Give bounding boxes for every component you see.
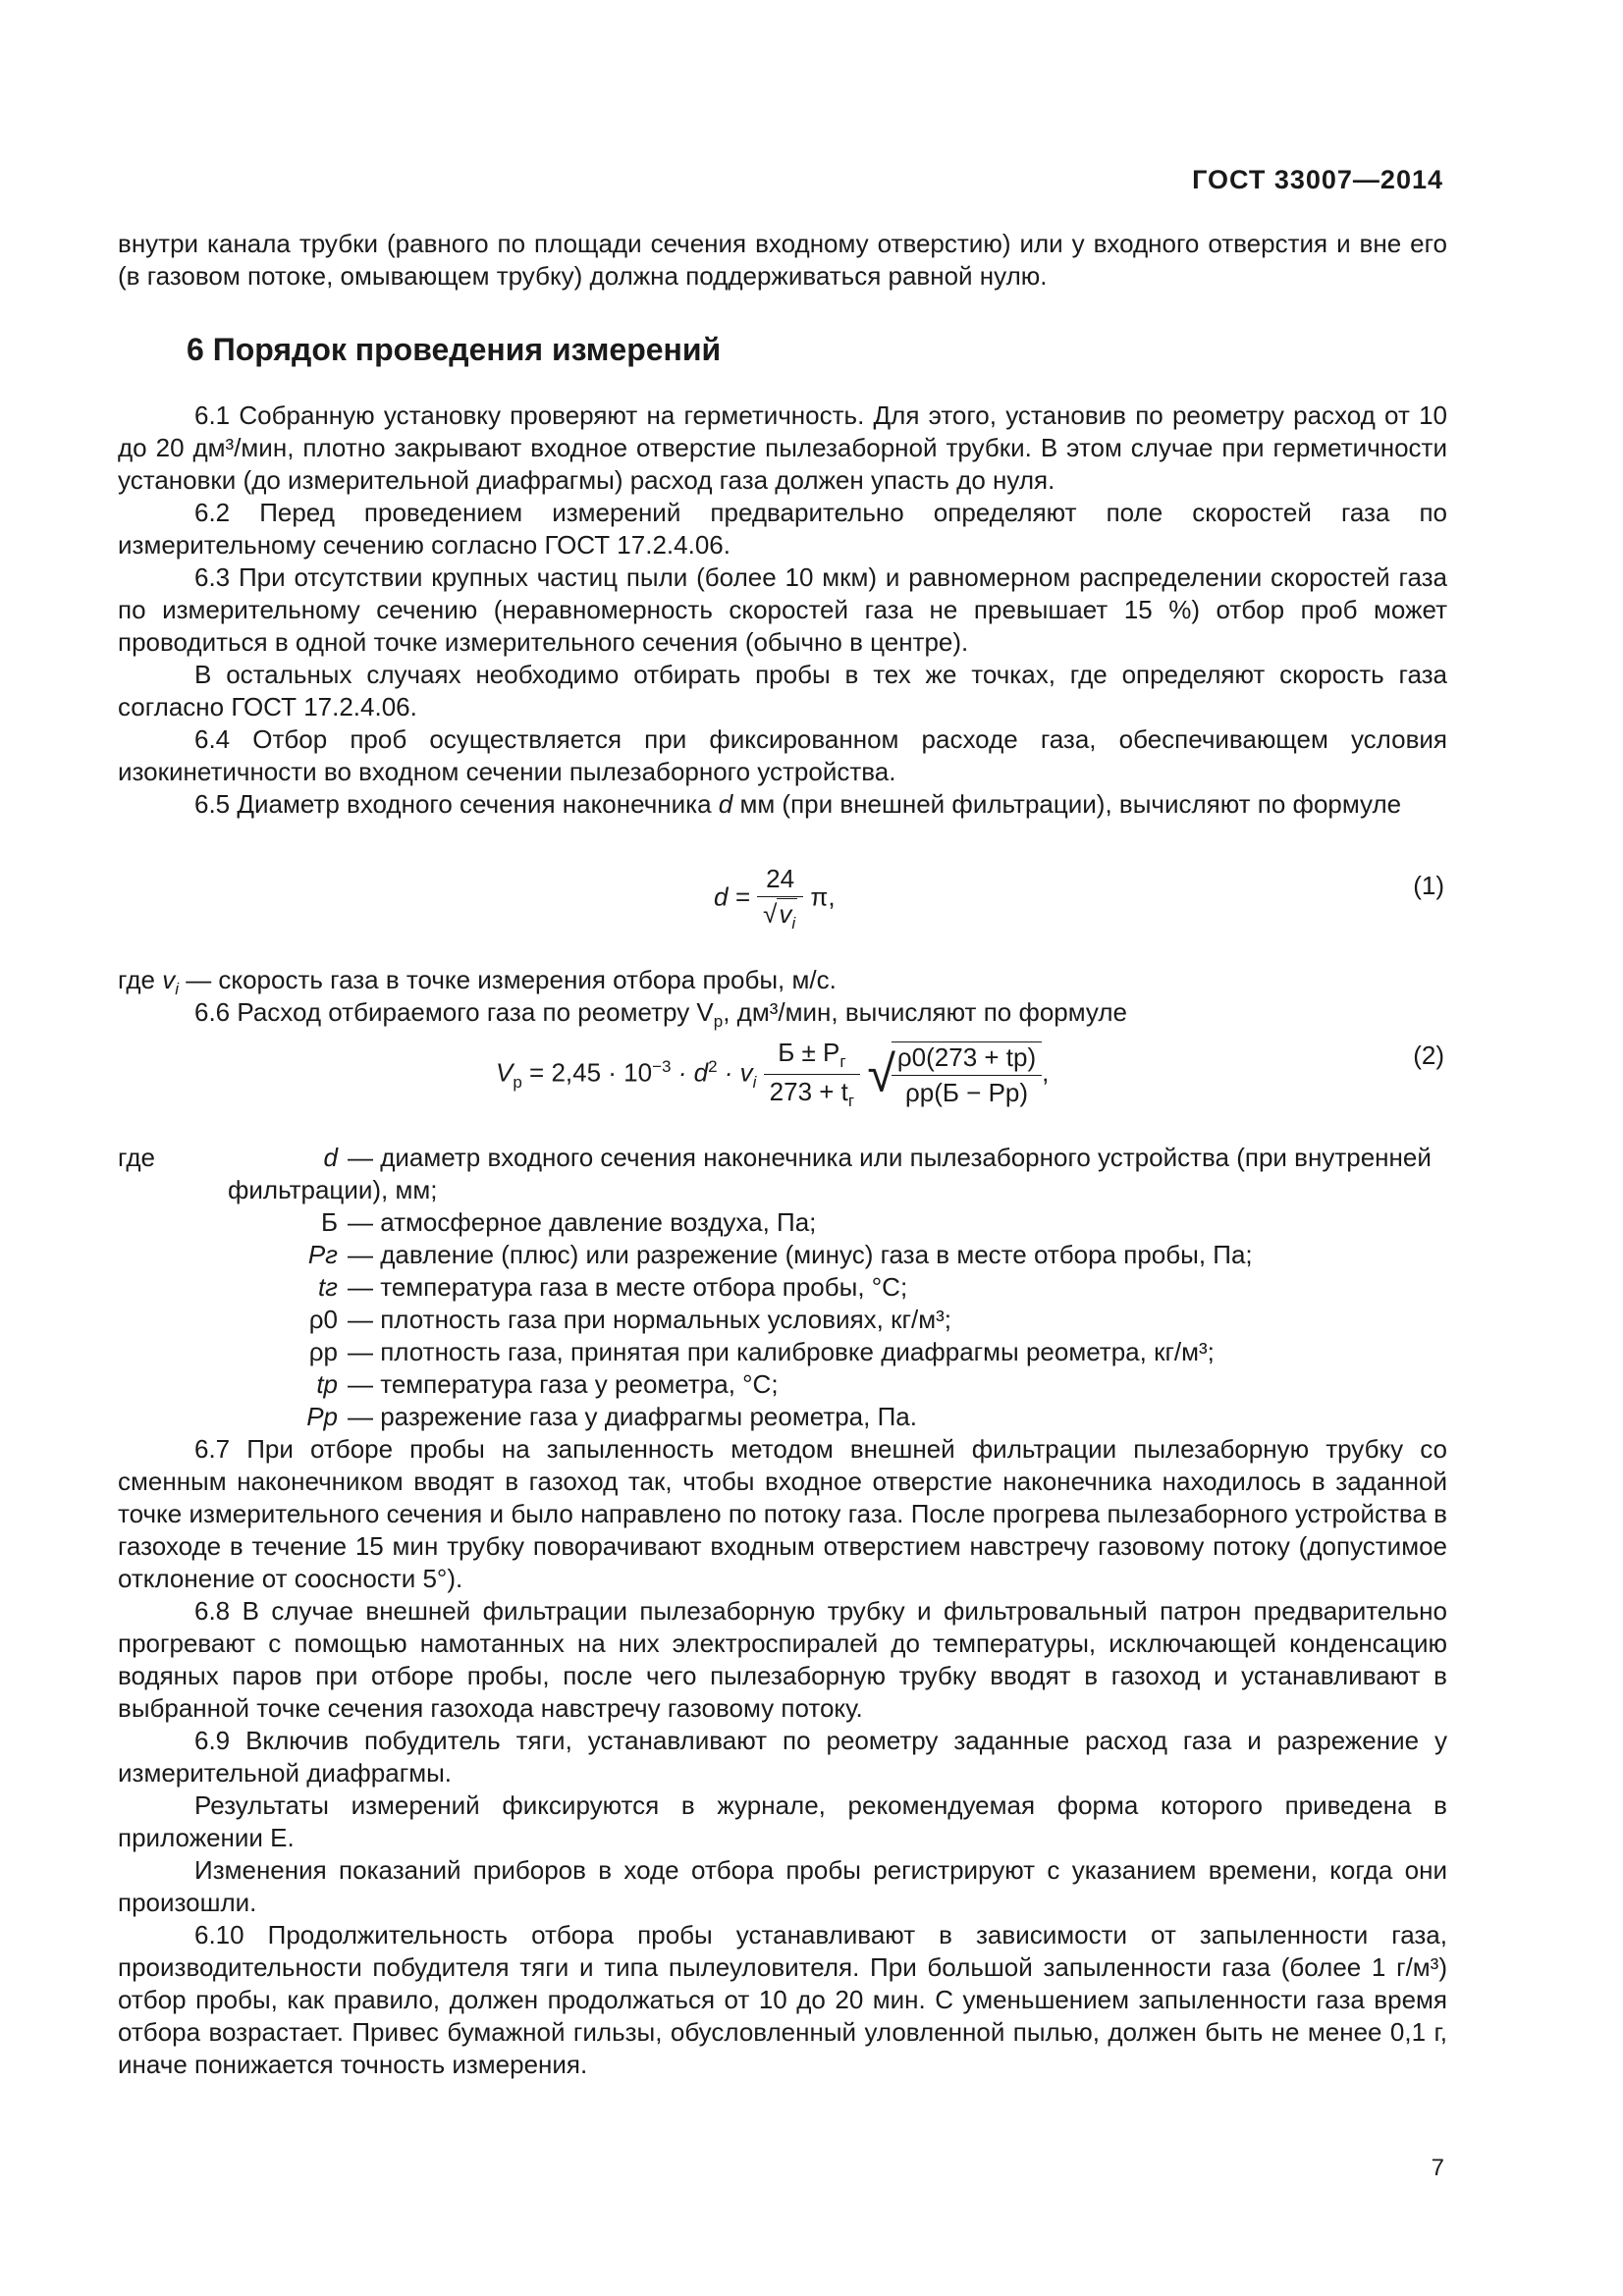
formula-1 (714, 864, 836, 934)
formula-1-lhs: d = (714, 881, 750, 912)
definition-row: tр — температура газа у реометра, °С; (316, 1369, 779, 1399)
intro-paragraph (118, 228, 1447, 293)
paragraph-6-10: 6.10 Продолжительность отбора пробы устанавливают в зависимости от запыленности газа, производительности побудителя тяги и типа пылеуловителя. При большой запыленности газа (более 1 г/м³) отбор пробы, как правило, должен продолжаться от 10 до 20 мин. С уменьшением запыленности газа время отбора возрастает. Привес бумажной гильзы, обусловленный уловленной пылью, должен быть не менее 0,1 г, иначе понижается точность измерения. (118, 1920, 1447, 2079)
equation-number-1: (1) (1413, 871, 1444, 900)
paragraph-6-9: 6.9 Включив побудитель тяги, устанавливают по реометру заданные расход газа и разрежение у измерительной диафрагмы. (118, 1726, 1447, 1788)
paragraph-6-1: 6.1 Собранную установку проверяют на герметичность. Для этого, установив по реометру расход от 10 до 20 дм³/мин, плотно закрывают входное отверстие пылезаборной трубки. В этом случае при герметичности установки (до измерительной диафрагмы) расход газа должен упасть до нуля. (118, 400, 1447, 495)
paragraph-6-3: 6.3 При отсутствии крупных частиц пыли (более 10 мкм) и равномерном распределении скоростей газа по измерительному сечению (неравномерность скоростей газа не превышает 15 %) отбор проб может проводиться в одной точке измерительного сечения (обычно в центре). (118, 562, 1447, 657)
paragraph-6-9c: Изменения показаний приборов в ходе отбора пробы регистрируют с указанием времени, когда они произошли. (118, 1855, 1447, 1917)
formula-1-num: 24 (757, 864, 803, 897)
paragraph-6-2: 6.2 Перед проведением измерений предварительно определяют поле скоростей газа по измерительному сечению согласно ГОСТ 17.2.4.06. (118, 498, 1447, 560)
definition-row: Pр — разрежение газа у диафрагмы реометра, Па. (306, 1402, 917, 1431)
paragraph-6-3b: В остальных случаях необходимо отбирать пробы в тех же точках, где определяют скорость газа согласно ГОСТ 17.2.4.06. (118, 660, 1447, 721)
definitions-list (118, 1142, 1447, 1433)
formula-1-fraction (757, 864, 803, 934)
paragraph-6-8: 6.8 В случае внешней фильтрации пылезаборную трубку и фильтровальный патрон предварительно прогревают с помощью намотанных на них электроспиралей до температуры, исключающей конденсацию водяных паров при отборе пробы, после чего пылезаборную трубку вводят в газоход и устанавливают в выбранной точке сечения газохода навстречу газовому потоку. (118, 1596, 1447, 1723)
definition-row: где d — диаметр входного сечения наконечника или пылезаборного устройства (при внутренней (118, 1143, 1432, 1172)
equation-number-2: (2) (1413, 1041, 1444, 1070)
intro-text: внутри канала трубки (равного по площади сечения входному отверстию) или у входного отверстия и вне его (в газовом потоке, омывающем трубку) должна поддерживаться равной нулю. (118, 229, 1447, 291)
definition-row: ρр — плотность газа, принятая при калибровке диафрагмы реометра, кг/м³; (308, 1337, 1215, 1366)
paragraph-6-9b: Результаты измерений фиксируются в журнале, рекомендуемая форма которого приведена в приложении Е. (118, 1790, 1447, 1852)
definition-row: фильтрации), мм; (228, 1175, 438, 1204)
section-body-1 (118, 400, 1447, 821)
definition-row: Б — атмосферное давление воздуха, Па; (320, 1207, 817, 1237)
definition-row: Pг — давление (плюс) или разрежение (минус) газа в месте отбора пробы, Па; (307, 1240, 1253, 1269)
definition-row: ρ0 — плотность газа при нормальных условиях, кг/м³; (308, 1305, 951, 1334)
formula-2-frac: $\frac{Б \pm P_г}{273 + t_г}$ (764, 1038, 860, 1111)
p6-5-a: 6.5 Диаметр входного сечения наконечника (194, 789, 719, 819)
paragraph-6-5 (118, 788, 1447, 821)
standard-header: ГОСТ 33007—2014 (1192, 165, 1443, 194)
definition-row: tг — температура газа в месте отбора пробы, °С; (317, 1272, 908, 1302)
section-body-2 (118, 1433, 1447, 2081)
formula-2: $V_р = 2,45 \cdot 10^{-3} \cdot d^2 \cdot v_i$ $\frac{Б \pm P_г}{273 + t_г}$ √ $\frac{\rho 0(273 + tр)}{\rho р(Б - Pр)}$ , (496, 1038, 1050, 1111)
section-title: 6 Порядок проведения измерений (187, 332, 722, 367)
p6-5-sym: d (718, 789, 733, 819)
sqrt-sign: √ (867, 1045, 895, 1103)
paragraph-6-4: 6.4 Отбор проб осуществляется при фиксированном расходе газа, обеспечивающем условия изокинетичности во входном сечении пылезаборного устройства. (118, 724, 1447, 786)
paragraph-6-6: 6.6 Расход отбираемого газа по реометру $V_р$, дм³/мин, вычисляют по формуле (194, 997, 1127, 1032)
paragraph-6-7: 6.7 При отборе пробы на запыленность методом внешней фильтрации пылезаборную трубку со сменным наконечником вводят в газоход так, чтобы входное отверстие наконечника находилось в заданной точке измерительного сечения и было направлено по потоку газа. После прогрева пылезаборного устройства в газоходе в течение 15 мин трубку поворачивают входным отверстием навстречу газовому потоку (допустимое отклонение от соосности 5°). (118, 1434, 1447, 1593)
formula-1-den: $√v_i$ (763, 899, 796, 934)
formula-1-tail: π, (810, 881, 836, 912)
formula-2-sqrt-frac: $\frac{\rho 0(273 + tр)}{\rho р(Б - Pр)}$ (892, 1041, 1042, 1108)
p6-5-b: мм (при внешней фильтрации), вычисляют по формуле (732, 789, 1402, 819)
where-vi: где $v_i$ — скорость газа в точке измерения отбора пробы, м/с. (118, 965, 837, 999)
page-number: 7 (1431, 2155, 1444, 2181)
